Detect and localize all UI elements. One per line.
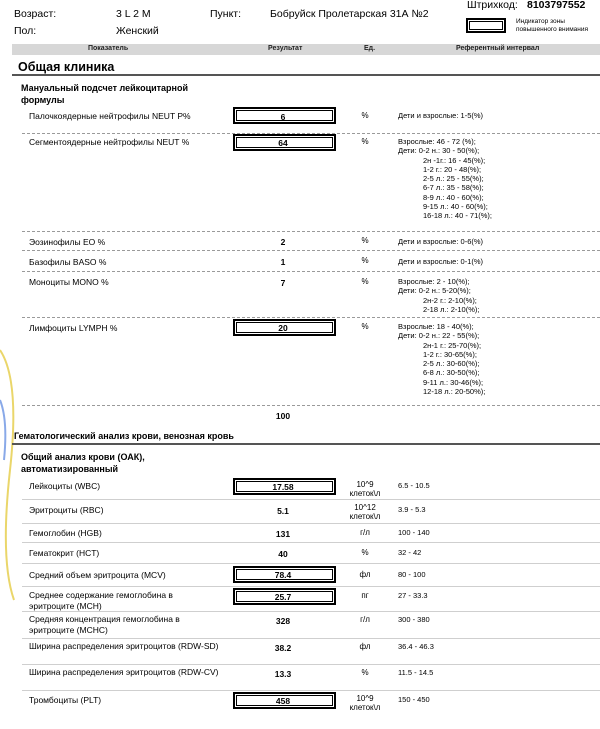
row-divider — [22, 231, 600, 232]
unit-value: % — [361, 277, 369, 286]
result-value: 25.7 — [274, 592, 292, 602]
reference-range-text: Взрослые: 18 - 40(%); Дети: 0-2 н.: 22 - 55(%); 2н-1 г.: 25-70(%); 1-2 г.: 30-65(%); 2-5 л.: 30-60(%); 6-8 л.: 30-50(%); 9-11 л.: 30-46(%); 12-18 л.: 20-50%); — [398, 322, 486, 397]
result-value: 7 — [280, 278, 286, 288]
reference-range: 300 - 380 — [398, 615, 430, 624]
column-indicator: Показатель — [88, 45, 129, 52]
column-result: Результат — [268, 45, 303, 52]
result-value: 1 — [280, 257, 286, 267]
reference-range: 36.4 - 46.3 — [398, 642, 434, 651]
barcode-label: Штрихкод: — [467, 0, 518, 11]
unit-value: 10^12 клеток\л — [349, 503, 381, 521]
result-value: 5.1 — [277, 506, 289, 516]
result-value: 20 — [278, 323, 288, 333]
result-value: 64 — [278, 138, 288, 148]
unit-value: г/л — [360, 615, 370, 624]
row-divider — [22, 317, 600, 318]
reference-range — [398, 137, 598, 221]
indicator-name: Ширина распределения эритроцитов (RDW-SD) — [29, 641, 219, 651]
result-value: 78.4 — [274, 570, 292, 580]
result-value: 38.2 — [274, 643, 292, 653]
unit-value: % — [361, 236, 369, 245]
result-value: 328 — [275, 616, 291, 626]
reference-range: 100 - 140 — [398, 528, 430, 537]
indicator-name: Базофилы BASO % — [29, 257, 107, 267]
unit-value: 10^9 клеток\л — [349, 480, 381, 498]
reference-range-text: Взрослые: 46 - 72 (%); Дети: 0-2 н.: 30 - 50(%); 2н -1г.: 16 - 45(%); 1-2 г.: 20 - 48(%); 2-5 л.: 25 - 55(%); 6-7 л.: 35 - 58(%); 8-9 л.: 40 - 60(%); 9-15 л.: 40 - 60(%); 16-18 л.: 40 - 71(%); — [398, 137, 492, 221]
indicator-name: Эозинофилы EO % — [29, 237, 106, 247]
indicator-name: Эритроциты (RBC) — [29, 505, 104, 515]
reference-range — [398, 277, 598, 314]
indicator-name: Лейкоциты (WBC) — [29, 481, 101, 491]
unit-value: % — [361, 111, 369, 120]
point-value: Бобруйск Пролетарская 31А №2 — [270, 8, 429, 20]
reference-range: Дети и взрослые: 0-6(%) — [398, 237, 484, 246]
subsection-oak: Общий анализ крови (ОАК), автоматизированный — [21, 452, 145, 474]
column-header-bar — [12, 44, 600, 55]
reference-range: 11.5 - 14.5 — [398, 668, 434, 677]
unit-value: фл — [359, 642, 371, 651]
row-divider — [22, 611, 600, 612]
section-title-general: Общая клиника — [18, 60, 115, 74]
row-divider — [22, 523, 600, 524]
indicator-name: Моноциты MONO % — [29, 277, 109, 287]
total-value: 100 — [275, 411, 291, 421]
reference-range: Дети и взрослые: 0-1(%) — [398, 257, 484, 266]
unit-value: % — [361, 137, 369, 146]
section-divider — [12, 443, 600, 445]
row-divider — [22, 542, 600, 543]
barcode-value: 8103797552 — [527, 0, 586, 11]
reference-range — [398, 322, 598, 396]
unit-value: % — [361, 668, 369, 677]
result-value: 13.3 — [274, 669, 292, 679]
attention-indicator-box — [466, 18, 506, 33]
indicator-name: Гемоглобин (HGB) — [29, 528, 102, 538]
indicator-name: Средний объем эритроцита (MCV) — [29, 570, 166, 580]
column-unit: Ед. — [364, 45, 376, 52]
reference-range: 150 - 450 — [398, 695, 430, 704]
indicator-name: Лимфоциты LYMPH % — [29, 323, 118, 333]
reference-range-text: Взрослые: 2 - 10(%); Дети: 0-2 н.: 5-20(%); 2н-2 г.: 2-10(%); 2-18 л.: 2-10(%); — [398, 277, 480, 314]
row-divider — [22, 250, 600, 251]
subsection-manual-count: Мануальный подсчет лейкоцитарной формулы — [21, 83, 189, 105]
row-divider — [22, 638, 600, 639]
row-divider — [22, 563, 600, 564]
section-title-hematology: Гематологический анализ крови, венозная кровь — [14, 431, 234, 441]
result-value: 40 — [278, 549, 288, 559]
indicator-name: Средняя концентрация гемоглобина в эритроците (MCHC) — [29, 614, 180, 635]
indicator-name: Среднее содержание гемоглобина в эритроците (MCH) — [29, 590, 173, 611]
indicator-name: Тромбоциты (PLT) — [29, 695, 102, 705]
result-value: 131 — [275, 529, 291, 539]
row-divider — [22, 690, 600, 691]
indicator-name: Палочкоядерные нейтрофилы NEUT P% — [29, 111, 191, 121]
age-label: Возраст: — [14, 8, 57, 20]
row-divider — [22, 271, 600, 272]
reference-range: 32 - 42 — [398, 548, 422, 557]
unit-value: % — [361, 548, 369, 557]
attention-indicator-label: Индикатор зоны повышенного внимания — [516, 18, 589, 33]
unit-value: % — [361, 256, 369, 265]
indicator-name: Сегментоядерные нейтрофилы NEUT % — [29, 137, 190, 147]
row-divider — [22, 664, 600, 665]
unit-value: пг — [361, 591, 369, 600]
reference-range: 6.5 - 10.5 — [398, 481, 430, 490]
result-value: 458 — [275, 696, 291, 706]
result-value: 2 — [280, 237, 286, 247]
reference-range: 80 - 100 — [398, 570, 426, 579]
sex-label: Пол: — [14, 25, 37, 37]
row-divider — [22, 405, 600, 406]
reference-range: 3.9 - 5.3 — [398, 505, 426, 514]
column-reference: Референтный интервал — [456, 45, 540, 52]
result-value: 6 — [280, 112, 286, 122]
indicator-name: Ширина распределения эритроцитов (RDW-CV) — [29, 667, 219, 677]
sex-value: Женский — [116, 25, 159, 37]
row-divider — [22, 499, 600, 500]
unit-value: % — [361, 322, 369, 331]
unit-value: фл — [359, 570, 371, 579]
age-value: 3 L 2 M — [116, 8, 151, 20]
row-divider — [22, 586, 600, 587]
unit-value: 10^9 клеток\л — [349, 694, 381, 712]
indicator-name: Гематокрит (HCT) — [29, 548, 100, 558]
unit-value: г/л — [360, 528, 370, 537]
point-label: Пункт: — [210, 8, 242, 20]
result-value: 17.58 — [272, 482, 294, 492]
section-divider — [12, 74, 600, 76]
reference-range: Дети и взрослые: 1-5(%) — [398, 111, 484, 120]
reference-range: 27 - 33.3 — [398, 591, 428, 600]
